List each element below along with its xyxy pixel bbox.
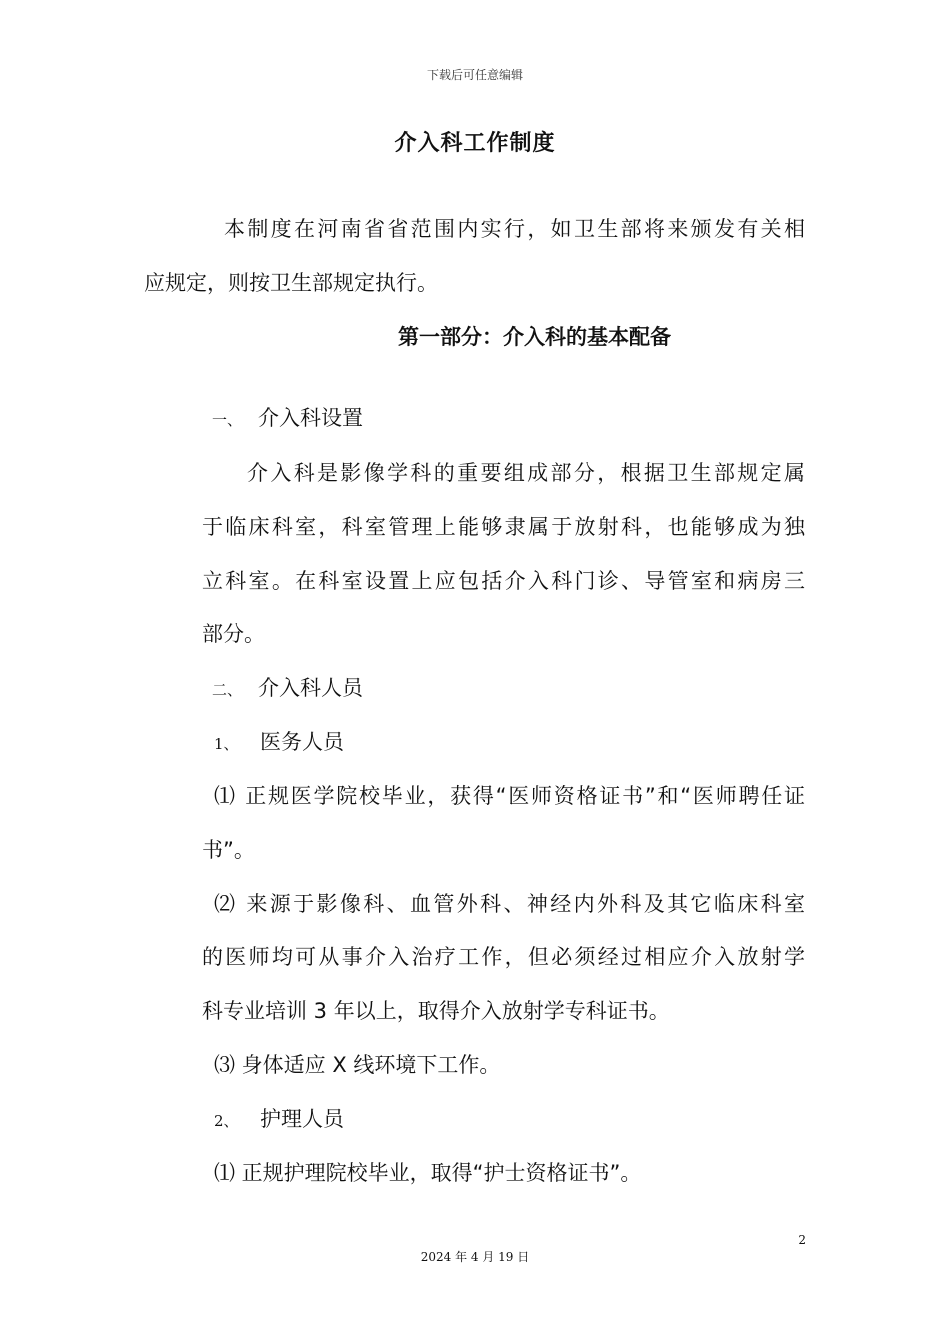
sub1-item2-line-2: 的医师均可从事介入治疗工作，但必须经过相应介入放射学 bbox=[202, 945, 805, 969]
sub1-number: 1、 bbox=[214, 735, 239, 753]
section1-line-3: 立科室。在科室设置上应包括介入科门诊、导管室和病房三 bbox=[202, 569, 805, 593]
sub1-item1-line-1: ⑴ 正规医学院校毕业，获得“医师资格证书”和“医师聘任证 bbox=[214, 784, 805, 808]
footer-date: 2024 年 4 月 19 日 bbox=[420, 1250, 530, 1264]
section1-heading-text: 介入科设置 bbox=[258, 406, 363, 430]
section2-number: 二、 bbox=[212, 681, 243, 699]
sub1-heading-text: 医务人员 bbox=[260, 730, 344, 754]
sub1-item2-line-3: 科专业培训 3 年以上，取得介入放射学专科证书。 bbox=[202, 999, 670, 1023]
section1-heading bbox=[212, 403, 363, 435]
sub1-item3: ⑶ 身体适应 X 线环境下工作。 bbox=[214, 1053, 501, 1077]
section1-line-1: 介入科是影像学科的重要组成部分，根据卫生部规定属 bbox=[247, 461, 805, 485]
sub2-item1: ⑴ 正规护理院校毕业，取得“护士资格证书”。 bbox=[214, 1161, 642, 1185]
page-header: 下载后可任意编辑 bbox=[426, 68, 523, 82]
intro-line-1: 本制度在河南省省范围内实行，如卫生部将来颁发有关相 bbox=[224, 217, 805, 241]
sub2-heading bbox=[214, 1104, 344, 1136]
section2-heading-text: 介入科人员 bbox=[258, 676, 363, 700]
sub1-item1-line-2: 书”。 bbox=[202, 838, 255, 862]
section1-line-4: 部分。 bbox=[202, 622, 265, 646]
section1-number: 一、 bbox=[212, 411, 243, 429]
sub2-heading-text: 护理人员 bbox=[260, 1107, 344, 1131]
intro-line-2: 应规定，则按卫生部规定执行。 bbox=[144, 271, 438, 295]
sub2-number: 2、 bbox=[214, 1112, 239, 1130]
sub1-heading bbox=[214, 727, 344, 759]
page-number: 2 bbox=[798, 1233, 806, 1247]
section2-heading bbox=[212, 673, 363, 705]
document-title: 介入科工作制度 bbox=[394, 131, 556, 156]
sub1-item2-line-1: ⑵ 来源于影像科、血管外科、神经内外科及其它临床科室 bbox=[214, 892, 805, 916]
part1-title: 第一部分：介入科的基本配备 bbox=[398, 325, 671, 349]
section1-line-2: 于临床科室，科室管理上能够隶属于放射科，也能够成为独 bbox=[202, 515, 805, 539]
